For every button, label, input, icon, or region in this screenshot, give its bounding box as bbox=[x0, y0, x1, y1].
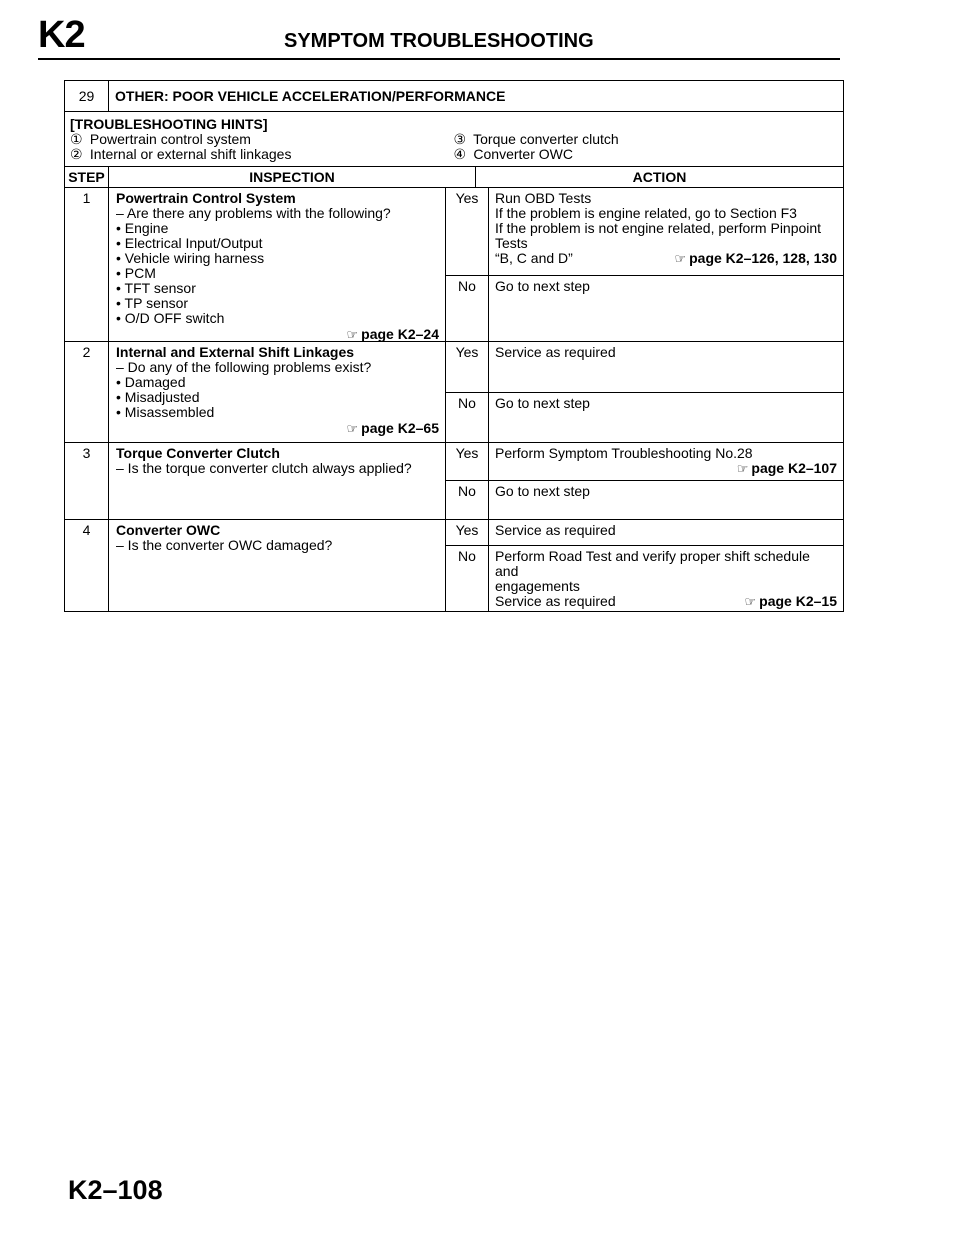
step-number: 4 bbox=[65, 520, 109, 611]
yes-action bbox=[489, 443, 843, 480]
action-line: Go to next step bbox=[495, 395, 590, 411]
hint-mark: ④ bbox=[453, 146, 467, 162]
inspection-line: • Engine bbox=[116, 220, 169, 236]
hint-text: Internal or external shift linkages bbox=[89, 146, 292, 162]
hint-mark: ③ bbox=[453, 131, 467, 147]
inspection-line: – Is the converter OWC damaged? bbox=[116, 537, 333, 553]
step-inspection bbox=[109, 342, 446, 442]
troubleshooting-number: 29 bbox=[65, 81, 109, 111]
inspection-line: • TFT sensor bbox=[116, 280, 196, 296]
no-action bbox=[489, 393, 843, 442]
step-title: Powertrain Control System bbox=[116, 190, 296, 206]
action-line: Run OBD Tests bbox=[495, 190, 592, 206]
reference-hand-icon: ☞ bbox=[346, 327, 359, 342]
no-branch bbox=[446, 481, 843, 519]
step-row bbox=[65, 520, 843, 611]
step-column-header: STEP bbox=[65, 167, 109, 187]
action-line: Service as required bbox=[495, 593, 616, 609]
no-label: No bbox=[446, 393, 489, 442]
action-line: Service as required bbox=[495, 344, 616, 360]
inspection-line: • O/D OFF switch bbox=[116, 310, 225, 326]
step-row bbox=[65, 342, 843, 443]
action-line: Go to next step bbox=[495, 483, 590, 499]
action-line: Go to next step bbox=[495, 278, 590, 294]
hint-item bbox=[70, 147, 454, 162]
yes-action bbox=[489, 342, 843, 392]
inspection-column-header: INSPECTION bbox=[109, 167, 476, 187]
inspection-line: • Damaged bbox=[116, 374, 186, 390]
no-label: No bbox=[446, 481, 489, 519]
step-number: 3 bbox=[65, 443, 109, 519]
inspection-line: • Misadjusted bbox=[116, 389, 200, 405]
page-reference[interactable]: ☞ page K2–107 bbox=[736, 460, 837, 476]
action-line: “B, C and D” bbox=[495, 250, 573, 266]
step-row bbox=[65, 443, 843, 520]
step-row bbox=[65, 188, 843, 342]
no-action bbox=[489, 276, 843, 341]
step-number: 2 bbox=[65, 342, 109, 442]
yes-label: Yes bbox=[446, 520, 489, 545]
reference-hand-icon: ☞ bbox=[744, 594, 757, 609]
yes-branch bbox=[446, 443, 843, 481]
hint-mark: ① bbox=[70, 131, 83, 147]
no-branch bbox=[446, 276, 843, 341]
action-line: Perform Symptom Troubleshooting No.28 bbox=[495, 445, 753, 461]
step-title: Internal and External Shift Linkages bbox=[116, 344, 355, 360]
step-inspection bbox=[109, 520, 446, 611]
action-line: Perform Road Test and verify proper shift schedule and bbox=[495, 548, 810, 579]
yes-label: Yes bbox=[446, 342, 489, 392]
hint-text: Torque converter clutch bbox=[473, 131, 619, 147]
hint-item bbox=[454, 147, 838, 162]
page-reference[interactable]: ☞ page K2–126, 128, 130 bbox=[674, 250, 837, 266]
hint-text: Powertrain control system bbox=[89, 131, 251, 147]
no-action bbox=[489, 546, 843, 611]
step-title: Torque Converter Clutch bbox=[116, 445, 280, 461]
table-title-row bbox=[65, 81, 843, 112]
section-code: K2 bbox=[38, 14, 85, 56]
hint-mark: ② bbox=[70, 146, 83, 162]
step-number: 1 bbox=[65, 188, 109, 341]
hint-item bbox=[454, 132, 838, 147]
yes-action bbox=[489, 520, 843, 545]
page-number: K2–108 bbox=[68, 1175, 163, 1205]
troubleshooting-table bbox=[64, 80, 844, 612]
yes-branch bbox=[446, 188, 843, 276]
hints-title: [TROUBLESHOOTING HINTS] bbox=[70, 116, 268, 132]
troubleshooting-title: OTHER: POOR VEHICLE ACCELERATION/PERFORMANCE bbox=[115, 87, 506, 104]
yes-branch bbox=[446, 520, 843, 546]
inspection-line: • Electrical Input/Output bbox=[116, 235, 263, 251]
reference-hand-icon: ☞ bbox=[736, 461, 749, 476]
hints-section bbox=[65, 112, 843, 167]
step-title: Converter OWC bbox=[116, 522, 221, 538]
no-label: No bbox=[446, 546, 489, 611]
action-line: If the problem is not engine related, perform Pinpoint Tests bbox=[495, 220, 822, 251]
yes-label: Yes bbox=[446, 188, 489, 275]
action-column-header: ACTION bbox=[632, 168, 687, 185]
page-reference[interactable]: ☞ page K2–15 bbox=[744, 593, 837, 609]
page-reference[interactable]: ☞ page K2–65 bbox=[346, 420, 439, 436]
inspection-line: • PCM bbox=[116, 265, 156, 281]
action-line: Service as required bbox=[495, 522, 616, 538]
no-branch bbox=[446, 393, 843, 442]
hint-text: Converter OWC bbox=[473, 146, 573, 162]
no-label: No bbox=[446, 276, 489, 341]
step-inspection bbox=[109, 443, 446, 519]
reference-hand-icon: ☞ bbox=[346, 421, 359, 436]
inspection-line: • Vehicle wiring harness bbox=[116, 250, 265, 266]
reference-hand-icon: ☞ bbox=[674, 251, 687, 266]
inspection-line: • Misassembled bbox=[116, 404, 215, 420]
inspection-line: – Is the torque converter clutch always applied? bbox=[116, 460, 412, 476]
column-header-row bbox=[65, 167, 843, 188]
step-inspection bbox=[109, 188, 446, 341]
action-line: If the problem is engine related, go to Section F3 bbox=[495, 205, 797, 221]
header-divider bbox=[38, 58, 840, 60]
no-action bbox=[489, 481, 843, 519]
page-reference[interactable]: ☞ page K2–24 bbox=[346, 326, 439, 342]
no-branch bbox=[446, 546, 843, 611]
yes-branch bbox=[446, 342, 843, 393]
hint-item bbox=[70, 132, 454, 147]
action-line: engagements bbox=[495, 578, 580, 594]
inspection-line: – Do any of the following problems exist? bbox=[116, 359, 372, 375]
page-title: SYMPTOM TROUBLESHOOTING bbox=[284, 30, 594, 52]
inspection-line: – Are there any problems with the following? bbox=[116, 205, 391, 221]
yes-label: Yes bbox=[446, 443, 489, 480]
inspection-line: • TP sensor bbox=[116, 295, 189, 311]
yes-action bbox=[489, 188, 843, 275]
